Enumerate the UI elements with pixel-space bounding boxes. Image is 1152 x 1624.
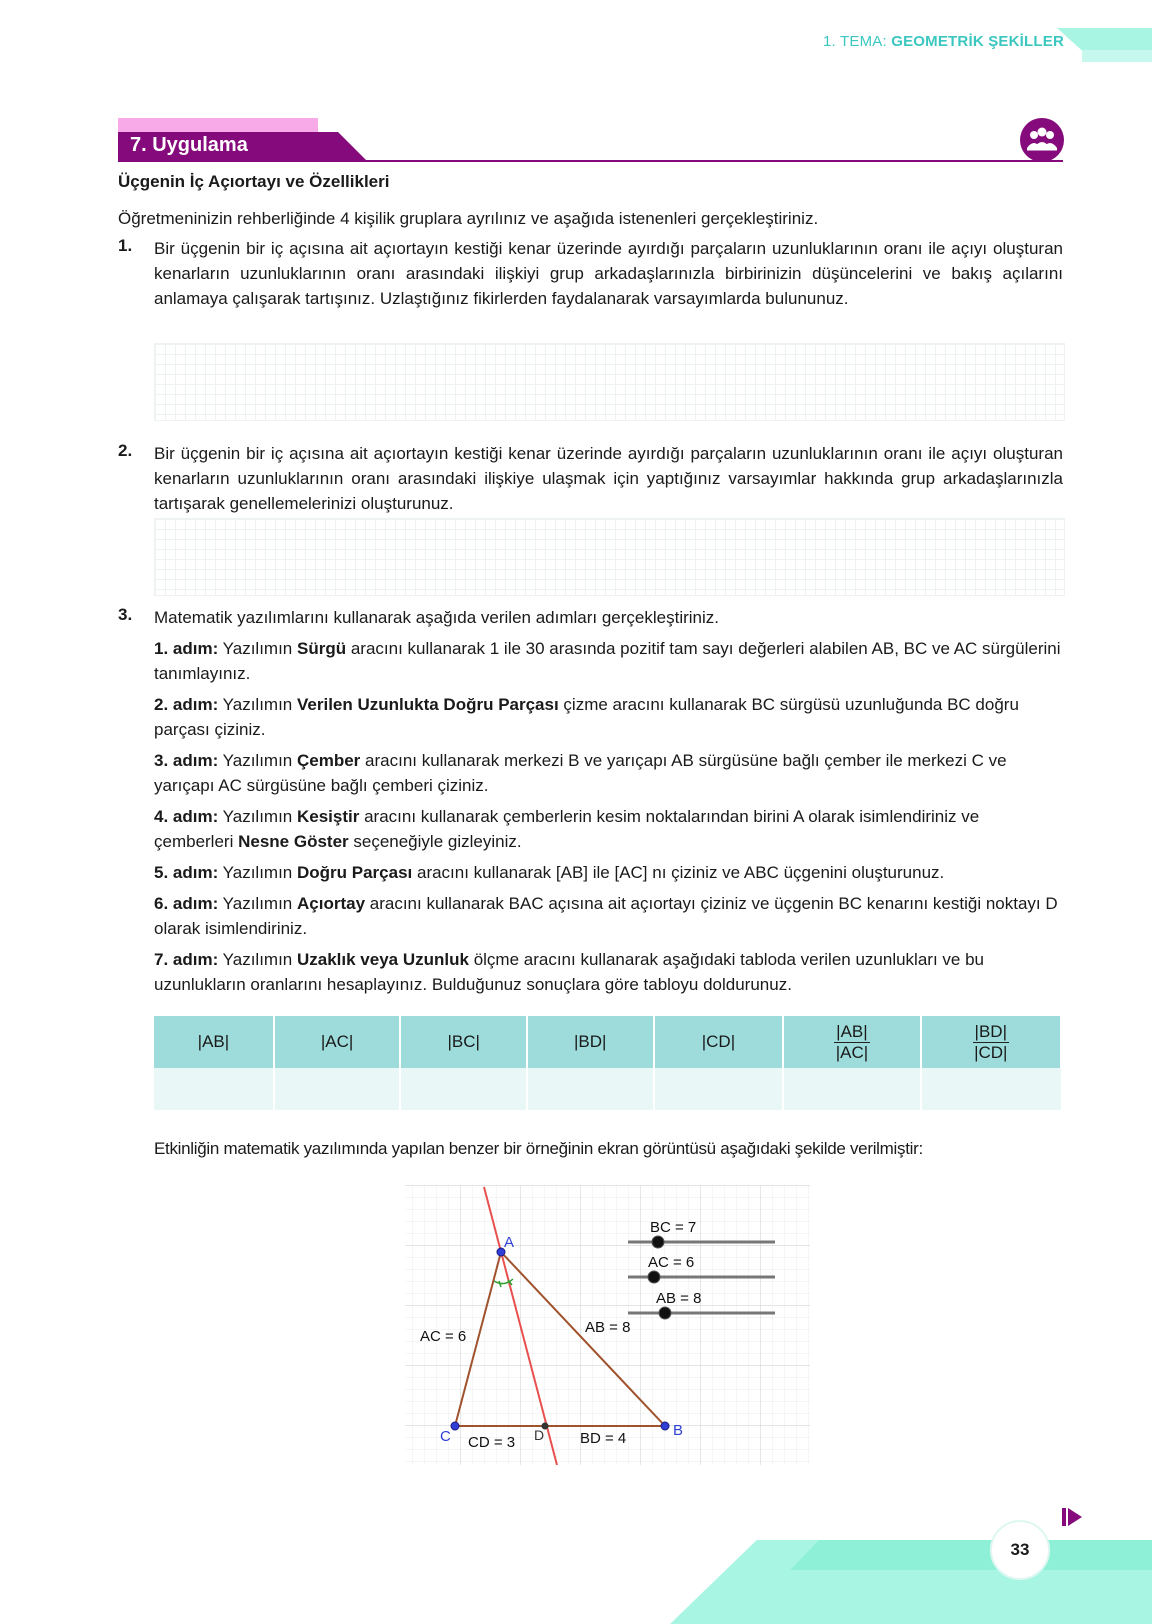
step-text: Yazılımın — [222, 894, 297, 913]
question-number-2: 2. — [118, 441, 133, 460]
header-ac: |AC| — [274, 1016, 401, 1068]
label-d: D — [534, 1427, 545, 1443]
question-number-3: 3. — [118, 605, 133, 624]
tool-name: Uzaklık veya Uzunluk — [297, 950, 469, 969]
step-text: aracını kullanarak 1 ile 30 arasında pozitif tam sayı değerleri alabilen AB, BC ve AC sürgülerini tanımlayınız. — [154, 639, 1061, 683]
step-label: 6. adım: — [154, 894, 219, 913]
step-text: seçeneğiyle gizleyiniz. — [348, 832, 522, 851]
step-text: aracını kullanarak çemberlerin kesim noktalarından birini A olarak isimlendiriniz ve çemberleri — [154, 807, 980, 851]
question-number-1: 1. — [118, 236, 133, 255]
step-text: Yazılımın — [222, 639, 297, 658]
section-accent — [118, 118, 318, 132]
step-label: 7. adım: — [154, 950, 219, 969]
step-5 — [154, 860, 1063, 885]
label-c: C — [440, 1428, 451, 1445]
label-cd: CD = 3 — [468, 1434, 516, 1451]
slider-ab-label: AB = 8 — [656, 1290, 702, 1307]
step-1 — [154, 636, 1063, 686]
frac-den: |CD| — [974, 1042, 1008, 1062]
answer-grid-1[interactable] — [154, 343, 1065, 421]
section-underline — [118, 160, 1063, 162]
slider-bc-handle[interactable] — [652, 1236, 664, 1248]
step-7 — [154, 947, 1063, 997]
step-6 — [154, 891, 1063, 941]
option-name: Nesne Göster — [238, 832, 349, 851]
step-label: 4. adım: — [154, 807, 219, 826]
tool-name: Doğru Parçası — [297, 863, 413, 882]
slider-ab-handle[interactable] — [659, 1307, 671, 1319]
subtitle: Üçgenin İç Açıortayı ve Özellikleri — [118, 172, 390, 191]
step-text: aracını kullanarak BAC açısına ait açıortayı çiziniz ve üçgenin BC kenarını kestiği noktayı D olarak isimlendiriniz. — [154, 894, 1058, 938]
header-decor-2 — [1082, 50, 1152, 62]
label-b: B — [673, 1422, 684, 1439]
point-b[interactable] — [661, 1422, 669, 1430]
section-title: 7. Uygulama — [130, 134, 248, 156]
header-ratio-ab-ac — [783, 1016, 920, 1068]
label-bd: BD = 4 — [580, 1430, 627, 1447]
frac-num: |AB| — [836, 1021, 868, 1041]
question-text-2: Bir üçgenin bir iç açısına ait açıortayın kestiği kenar üzerinde ayırdığı parçaların uzunluklarının oranı ile açıyı oluşturan kenarların uzunluklarının oranı arasındaki ilişkiye ulaşmak için yaptığınız varsayımlar hakkında grup arkadaşlarınızla tartışarak genellemelerinizi oluşturunuz. — [154, 444, 1063, 513]
cell-bd[interactable] — [527, 1068, 654, 1110]
cell-ac[interactable] — [274, 1068, 401, 1110]
step-text: Yazılımın — [222, 950, 297, 969]
step-text: Yazılımın — [222, 863, 297, 882]
table-row — [154, 1068, 1061, 1110]
header-bc: |BC| — [400, 1016, 527, 1068]
cell-bc[interactable] — [400, 1068, 527, 1110]
header-bd: |BD| — [527, 1016, 654, 1068]
answer-grid-2[interactable] — [154, 518, 1065, 596]
header-ab: |AB| — [154, 1016, 274, 1068]
label-a: A — [504, 1234, 515, 1251]
tool-name: Açıortay — [297, 894, 366, 913]
step-text: Yazılımın — [222, 695, 297, 714]
next-page-icon[interactable] — [1060, 1505, 1084, 1534]
tool-name: Sürgü — [297, 639, 347, 658]
step-label: 2. adım: — [154, 695, 219, 714]
point-c[interactable] — [451, 1422, 459, 1430]
step-label: 3. adım: — [154, 751, 219, 770]
intro-text: Öğretmeninizin rehberliğinde 4 kişilik gruplara ayrılınız ve aşağıda istenenleri gerçekleştiriniz. — [118, 209, 819, 228]
slider-bc-label: BC = 7 — [650, 1219, 697, 1236]
step-text: ölçme aracını kullanarak aşağıdaki tabloda verilen uzunlukları ve bu uzunlukların oranlarını hesaplayınız. Bulduğunuz sonuçlara göre tabloyu doldurunuz. — [154, 950, 984, 994]
theme-prefix: 1. TEMA: — [823, 33, 887, 50]
theme-name: GEOMETRİK ŞEKİLLER — [891, 33, 1064, 50]
theme-title — [823, 33, 1064, 50]
header-ratio-bd-cd — [921, 1016, 1061, 1068]
question-text-1: Bir üçgenin bir iç açısına ait açıortayın kestiği kenar üzerinde ayırdığı parçaların uzunluklarının oranı ile açıyı oluşturan kenarların uzunluklarının oranı arasındaki ilişkiyi grup arkadaşlarınızla birbirinizin düşüncelerini ve bakış açılarını anlamaya çalışarak tartışınız. Uzlaştığınız fikirlerden faydalanarak varsayımlarda bulununuz. — [154, 239, 1063, 308]
frac-den: |AC| — [835, 1042, 869, 1062]
step-text: çizme aracını kullanarak BC sürgüsü uzunluğunda BC doğru parçası çiziniz. — [154, 695, 1019, 739]
step-text: aracını kullanarak merkezi B ve yarıçapı AB sürgüsüne bağlı çember ile merkezi C ve yarıçapı AC sürgüsüne bağlı çemberi çiziniz. — [154, 751, 1007, 795]
step-3 — [154, 748, 1063, 798]
geometry-figure — [400, 1185, 815, 1465]
step-2 — [154, 692, 1063, 742]
group-icon — [1020, 118, 1064, 162]
step-text: Yazılımın — [222, 807, 297, 826]
table-header-row — [154, 1016, 1061, 1068]
step-label: 1. adım: — [154, 639, 219, 658]
etkinlik-text: Etkinliğin matematik yazılımında yapılan benzer bir örneğinin ekran görüntüsü aşağıdaki şekilde verilmiştir: — [154, 1139, 923, 1158]
tool-name: Verilen Uzunlukta Doğru Parçası — [297, 695, 559, 714]
measurement-table — [154, 1016, 1062, 1110]
question-text-3: Matematik yazılımlarını kullanarak aşağıda verilen adımları gerçekleştiriniz. — [154, 608, 720, 627]
cell-ratio-bd-cd[interactable] — [921, 1068, 1061, 1110]
cell-ab[interactable] — [154, 1068, 274, 1110]
frac-num: |BD| — [974, 1021, 1007, 1041]
header-cd: |CD| — [654, 1016, 784, 1068]
tool-name: Çember — [297, 751, 361, 770]
footer-decor-2 — [790, 1540, 1152, 1570]
step-4 — [154, 804, 1063, 854]
step-text: aracını kullanarak [AB] ile [AC] nı çiziniz ve ABC üçgenini oluşturunuz. — [412, 863, 945, 882]
page-number: 33 — [990, 1520, 1050, 1580]
slider-ac-label: AC = 6 — [648, 1254, 695, 1271]
label-ab: AB = 8 — [585, 1319, 631, 1336]
cell-ratio-ab-ac[interactable] — [783, 1068, 920, 1110]
cell-cd[interactable] — [654, 1068, 784, 1110]
step-label: 5. adım: — [154, 863, 219, 882]
step-text: Yazılımın — [222, 751, 297, 770]
label-ac: AC = 6 — [420, 1328, 467, 1345]
slider-ac-handle[interactable] — [648, 1271, 660, 1283]
tool-name: Kesiştir — [297, 807, 360, 826]
